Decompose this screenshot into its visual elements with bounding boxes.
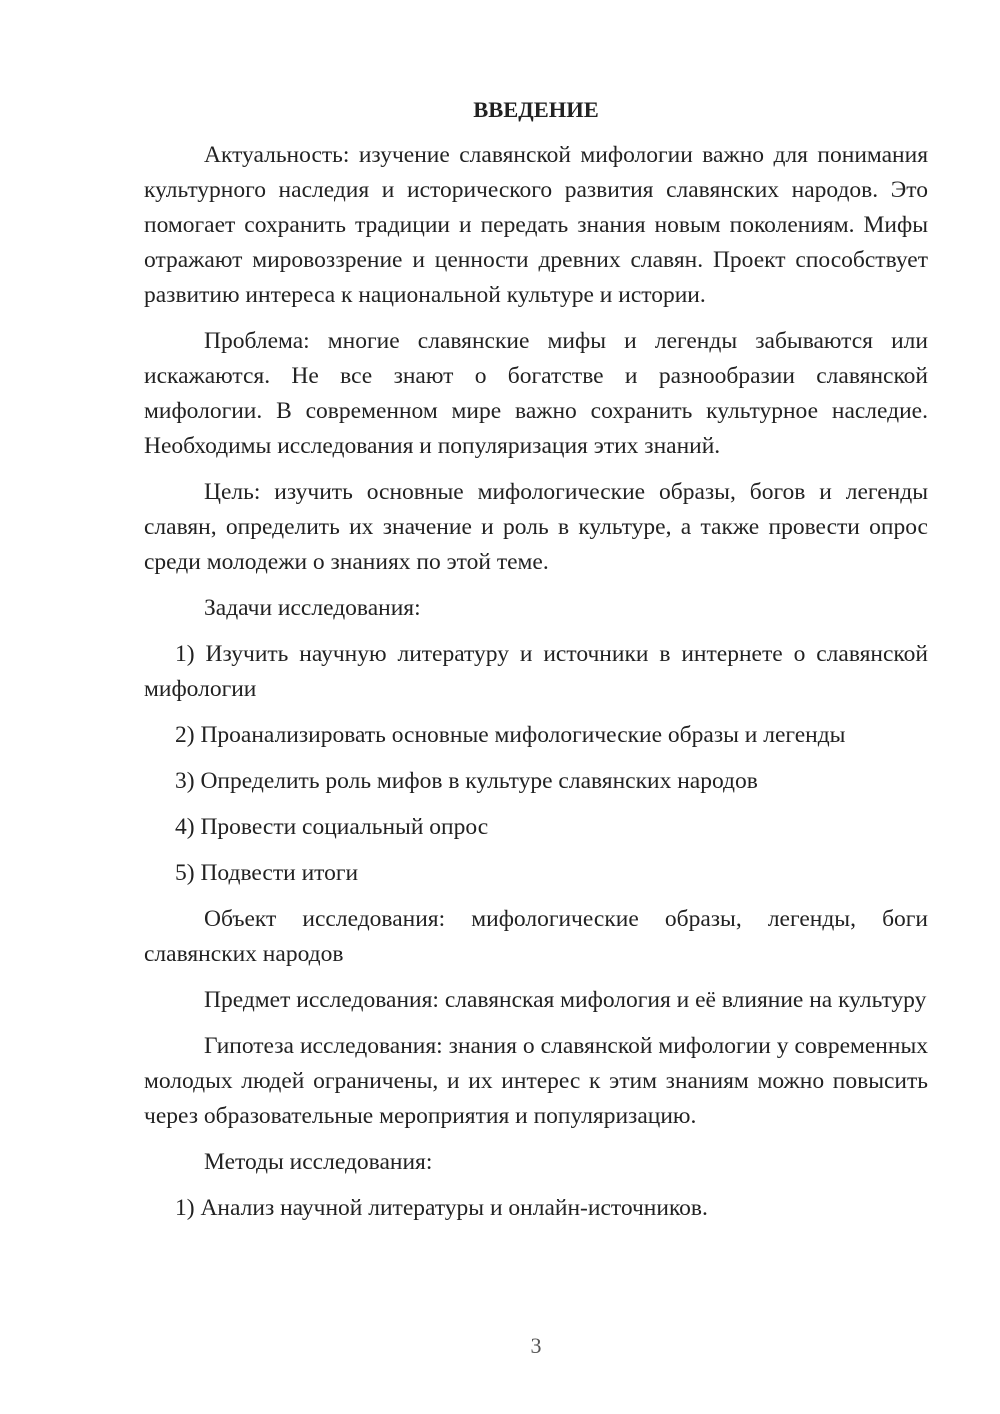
problem-paragraph: Проблема: многие славянские мифы и легенды забываются или искажаются. Не все знают о богатстве и разнообразии славянской мифологии. В современном мире важно сохранить культурное наследие. Необходимы исследования и популяризация этих знаний.: [144, 328, 928, 459]
hypothesis-paragraph: Гипотеза исследования: знания о славянской мифологии у современных молодых людей ограничены, и их интерес к этим знаниям можно повысить через образовательные мероприятия и популяризацию.: [144, 1033, 928, 1129]
page-content: [144, 92, 928, 1237]
object-paragraph: Объект исследования: мифологические образы, легенды, боги славянских народов: [144, 906, 928, 967]
task-item-5: 5) Подвести итоги: [175, 860, 359, 886]
task-item-2: 2) Проанализировать основные мифологические образы и легенды: [175, 722, 846, 748]
subject-paragraph: Предмет исследования: славянская мифология и её влияние на культуру: [204, 987, 927, 1013]
page-number: 3: [530, 1333, 542, 1358]
methods-heading: Методы исследования:: [204, 1149, 433, 1175]
method-item-1: 1) Анализ научной литературы и онлайн-источников.: [175, 1195, 708, 1221]
goal-paragraph: Цель: изучить основные мифологические образы, богов и легенды славян, определить их значение и роль в культуре, а также провести опрос среди молодежи о знаниях по этой теме.: [144, 479, 928, 575]
task-item-1: 1) Изучить научную литературу и источники в интернете о славянской мифологии: [144, 641, 928, 702]
tasks-heading: Задачи исследования:: [204, 595, 421, 621]
task-item-4: 4) Провести социальный опрос: [175, 814, 489, 840]
relevance-paragraph: Актуальность: изучение славянской мифологии важно для понимания культурного наследия и исторического развития славянских народов. Это помогает сохранить традиции и передать знания новым поколениям. Мифы отражают мировоззрение и ценности древних славян. Проект способствует развитию интереса к национальной культуре и истории.: [144, 142, 928, 308]
task-item-3: 3) Определить роль мифов в культуре славянских народов: [175, 768, 758, 794]
section-title: ВВЕДЕНИЕ: [473, 97, 599, 122]
